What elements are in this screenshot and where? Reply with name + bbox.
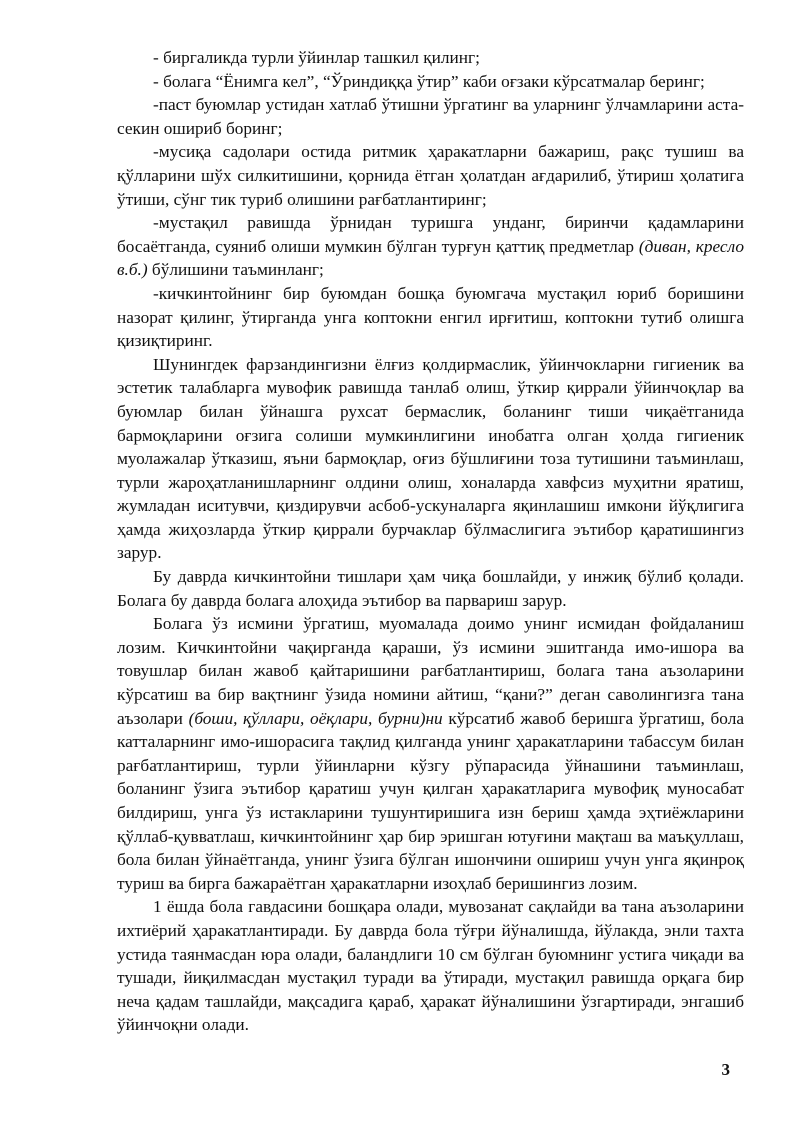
- italic-text: (диван, кресло в.б.): [117, 236, 744, 280]
- text-run: -паст буюмлар устидан хатлаб ўтишни ўргатинг ва уларнинг ўлчамларини аста- секин ошириб боринг;: [117, 95, 744, 138]
- text-run: 1 ёшда бола гавдасини бошқара олади, мувозанат сақлайди ва тана аъзоларини ихтиёрий ҳаракатлантиради. Бу даврда бола тўғри йўналишда, йўлакда, энли тахта устида таянмасдан юра олади, баландлиги 10 см бўлган буюмнинг устига чиқади ва тушади, йиқилмасдан мустақил туради ва ўтиради, мустақил равишда орқага бир неча қадам ташлайди, мақсадига қараб, ҳаракат йўналишини ўзгартиради, энгашиб ўйинчоқни олади.: [117, 897, 744, 1035]
- text-run: кўрсатиб жавоб беришга ўргатиш, бола катталарнинг имо-ишорасига тақлид қилганда унинг ҳаракатларини табассум билан рағбатлантириш, турли ўйинларни кўзгу рўпарасида ўйнашини таъминлаш, боланинг ўзига эътибор қаратиш учун қилган ҳаракатларига мувофиқ муносабат билдириш, унга ўз истакларини тушунтиришига изн бериш ҳамда эҳтиёжларини қўллаб-қувватлаш, кичкинтойнинг ҳар бир эришган ютуғини мақташ ва маъқуллаш, бола билан ўйнаётганда, унинг ўзига бўлган ишончини ошириш учун унга яқинроқ туриш ва бирга бажараётган ҳаракатларни изоҳлаб беришингиз лозим.: [117, 708, 744, 893]
- paragraph: [117, 282, 744, 353]
- paragraph: [117, 353, 744, 565]
- text-run: -кичкинтойнинг бир буюмдан бошқа буюмгача мустақил юриб боришини назорат қилинг, ўтирганда унга коптокни енгил ирғитиш, коптокни тутиб олишга қизиқтиринг.: [117, 283, 744, 351]
- page-number: 3: [721, 1060, 730, 1079]
- paragraph: [117, 211, 744, 282]
- text-run: бўлишини таъминланг;: [147, 260, 324, 280]
- text-run: Шунингдек фарзандингизни ёлғиз қолдирмаслик, ўйинчокларни гигиеник ва эстетик талабларга мувофик равишда танлаб олиш, ўткир қиррали ўйинчоқлар ва буюмлар билан ўйнашга рухсат бермаслик, боланинг тиши чиқаётганида бармоқларини оғзига солиши мумкинлигини инобатга олган ҳолда гигиеник муолажалар ўтказиш, яъни бармоқлар, оғиз бўшлиғини тоза тутишини таъминлаш, турли жароҳатланишларнинг олдини олиш, хоналарда хавфсиз муҳитни яратиш, жумладан иситувчи, қиздирувчи асбоб-ускуналарга яқинлашиш имкони йўқлигига ҳамда жиҳозларда ўткир қиррали бурчаклар бўлмаслигига эътибор қаратишингиз зарур.: [117, 354, 744, 563]
- text-run: -мустақил равишда ўрнидан туришга унданг, биринчи қадамларини босаётганда, суяниб олиши мумкин бўлган турғун қаттиқ предметлар: [117, 213, 744, 256]
- paragraph: [117, 46, 744, 70]
- text-run: - биргаликда турли ўйинлар ташкил қилинг;: [153, 48, 480, 67]
- document-body: [117, 46, 744, 1037]
- text-run: - болага “Ёнимга кел”, “Ўриндиққа ўтир” каби оғзаки кўрсатмалар беринг;: [153, 71, 705, 91]
- paragraph: [117, 70, 744, 94]
- text-run: -мусиқа садолари остида ритмик ҳаракатларни бажариш, рақс тушиш ва қўлларини шўх силкитишини, қорнида ётган ҳолатдан ағдарилиб, ўтириш ҳолатига ўтиши, сўнг тик туриб олишини рағбатлантиринг;: [117, 142, 744, 209]
- paragraph: [117, 140, 744, 211]
- text-run: Болага ўз исмини ўргатиш, муомалада доимо унинг исмидан фойдаланиш лозим. Кичкинтойни чақирганда қараши, ўз исмини эшитганда имо-ишора ва товушлар билан жавоб қайтаришини рағбатлантириш, болага тана аъзоларини кўрсатиш ва бир вақтнинг ўзида номини айтиш, “қани?” деган саволингизга тана аъзолари: [117, 614, 744, 728]
- paragraph: [117, 895, 744, 1037]
- italic-text: (боши, қўллари, оёқлари, бурни)ни: [188, 708, 443, 728]
- paragraph: [117, 565, 744, 612]
- paragraph: [117, 93, 744, 140]
- paragraph: [117, 612, 744, 895]
- text-run: Бу даврда кичкинтойни тишлари ҳам чиқа бошлайди, у инжиқ бўлиб қолади. Болага бу даврда болага алоҳида эътибор ва парвариш зарур.: [117, 567, 744, 610]
